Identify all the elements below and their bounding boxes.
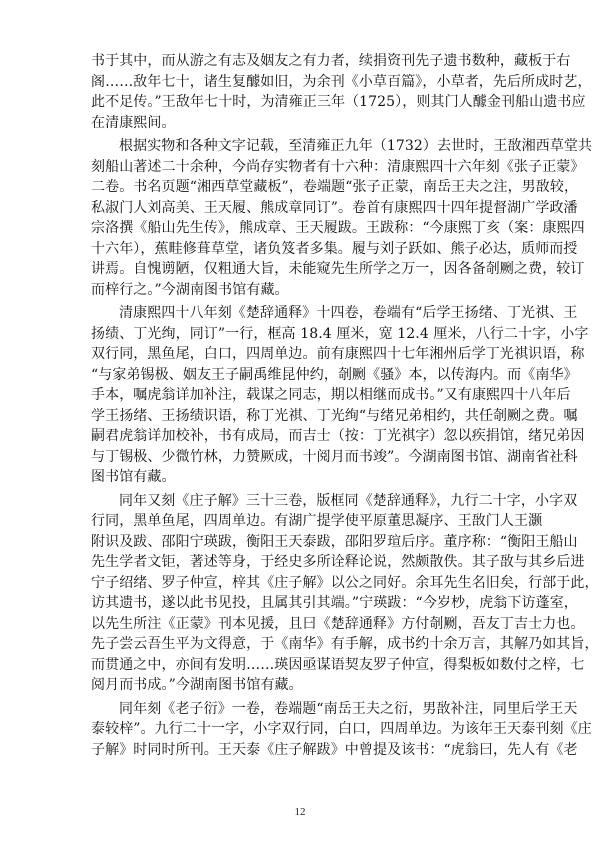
text-line: “与家弟锡极、姻友王子嗣禹维昆仲约，剞劂《骚》本，以传海内。而《南华》 — [91, 366, 578, 383]
text-line: 十六年），蕉畦修葺草堂，诸负笈者多集。履与刘子跃如、熊子必达，质师而授 — [91, 240, 578, 257]
paragraph — [91, 491, 599, 696]
text-line: 书于其中，而从游之有志及姻友之有力者，续捐资刊先子遗书数种，藏板于右 — [91, 53, 571, 69]
text-line: 二卷。书名页题“湘西草堂藏板”，卷端题“张子正蒙，南岳王夫之注，男敔较， — [91, 179, 579, 195]
text-line: 双行同，黑鱼尾，白口，四周单边。前有康熙四十七年湘州后学丁光祺识语，称 — [91, 346, 585, 362]
text-line: 阁……敌年七十，诸生复醵如旧，为余刊《小草百篇》，小草者，先后所成时艺， — [91, 73, 592, 90]
paragraph — [91, 699, 592, 761]
text-line: 清康熙四十八年刻《楚辞通释》十四卷，卷端有“后学王扬绪、丁光祺、王 — [119, 305, 578, 321]
text-line: 嗣君虎翁详加校补，书有成局，而吉士（按：丁光祺字）忽以疾捐馆，绪兄弟因 — [91, 428, 585, 444]
text-line: 与丁锡极、少微竹林，力赞厥成，十阅月而书竣”。今湖南图书馆、湖南省社科 — [91, 448, 578, 465]
page-number: 12 — [294, 806, 306, 818]
text-line: 附识及跋、邵阳宁瑛跋，衡阳王天泰跋，邵阳罗瑄后序。董序称：“衡阳王船山 — [91, 533, 578, 550]
text-line: 同年刻《老子衍》一卷，卷端题“南岳王夫之衍，男敔补注，同里后学王天 — [119, 700, 578, 717]
text-line: 泰较梓”。九行二十一字，小字双行同，白口，四周单边。为该年王天泰刊刻《庄 — [91, 721, 592, 737]
text-line: 而梓行之。”今湖南图书馆有藏。 — [91, 281, 289, 298]
text-line: 子解》时同时所刊。王天泰《庄子解跋》中曾提及该书：“虎翁曰，先人有《老 — [91, 741, 578, 758]
text-line: 扬绩、丁光绚，同订”一行，框高 18.4 厘米，宽 12.4 厘米，八行二十字，小字 — [91, 325, 589, 342]
text-line: 行同，黑单鱼尾，四周单边。有湖广提学使平原董思凝序、王敔门人王灏 — [91, 513, 543, 529]
body-text — [91, 51, 599, 760]
paragraph — [91, 51, 592, 133]
text-line: 在清康熙间。 — [91, 114, 176, 131]
text-line: 手本，嘱虎翁详加补注，载谋之同志，期以相继而成书。”又有康熙四十八年后 — [91, 387, 571, 403]
paragraph — [91, 303, 589, 488]
text-line: 学王扬绪、王扬绩识语，称丁光祺、丁光绚“与绪兄弟相约，共任剞劂之费。嘱 — [91, 407, 578, 424]
text-line: 先生学者文钜，著述等身，于经史多所诠释论说，然颇散佚。其子敔与其乡后进 — [91, 554, 585, 570]
text-line: 讲焉。自愧谫陋，仅粗通大旨，未能窥先生所学之万一，因各备剞劂之费，较订 — [91, 261, 585, 277]
text-line: 根据实物和各种文字记载，至清雍正九年（1732）去世时，王敔湘西草堂共 — [119, 138, 593, 154]
text-line: 宁子绍绪、罗子仲宣，梓其《庄子解》以公之同好。余耳先生名旧矣，行部于此， — [91, 574, 599, 591]
text-line: 访其遗书，遂以此书见投，且属其引其端。”宁瑛跋：“今岁杪，虎翁下访蓬室， — [91, 595, 578, 611]
text-line: 而贯通之中，亦间有发明……瑛因亟谋语契友罗子仲宣，得梨板如数付之梓，七 — [91, 656, 585, 673]
text-line: 先子尝云吾生平为文得意，于《南华》有手解，成书约十余万言，其解乃如其旨， — [91, 636, 599, 652]
text-line: 图书馆有藏。 — [91, 469, 176, 485]
text-line: 刻船山著述二十余种，今尚存实物者有十六种：清康熙四十六年刻《张子正蒙》 — [91, 158, 585, 175]
paragraph — [91, 136, 593, 300]
text-line: 私淑门人刘高美、王天履、熊成章同订”。卷首有康熙四十四年提督湖广学政潘 — [91, 199, 578, 216]
text-line: 此不足传。”王敌年七十时，为清雍正三年（1725），则其门人醵金刊船山遗书应 — [91, 94, 586, 110]
text-line: 以先生所注《正蒙》刊本见援，且曰《楚辞通释》方付剞劂，吾友丁吉士力也。 — [91, 615, 585, 632]
text-line: 同年又刻《庄子解》三十三卷，版框同《楚辞通释》，九行二十字，小字双 — [119, 492, 578, 509]
text-line: 阅月而书成。”今湖南图书馆有藏。 — [91, 677, 303, 693]
text-line: 宗洛撰《船山先生传》，熊成章、王天履跋。王跋称：“今康熙丁亥（案：康熙四 — [91, 220, 585, 236]
